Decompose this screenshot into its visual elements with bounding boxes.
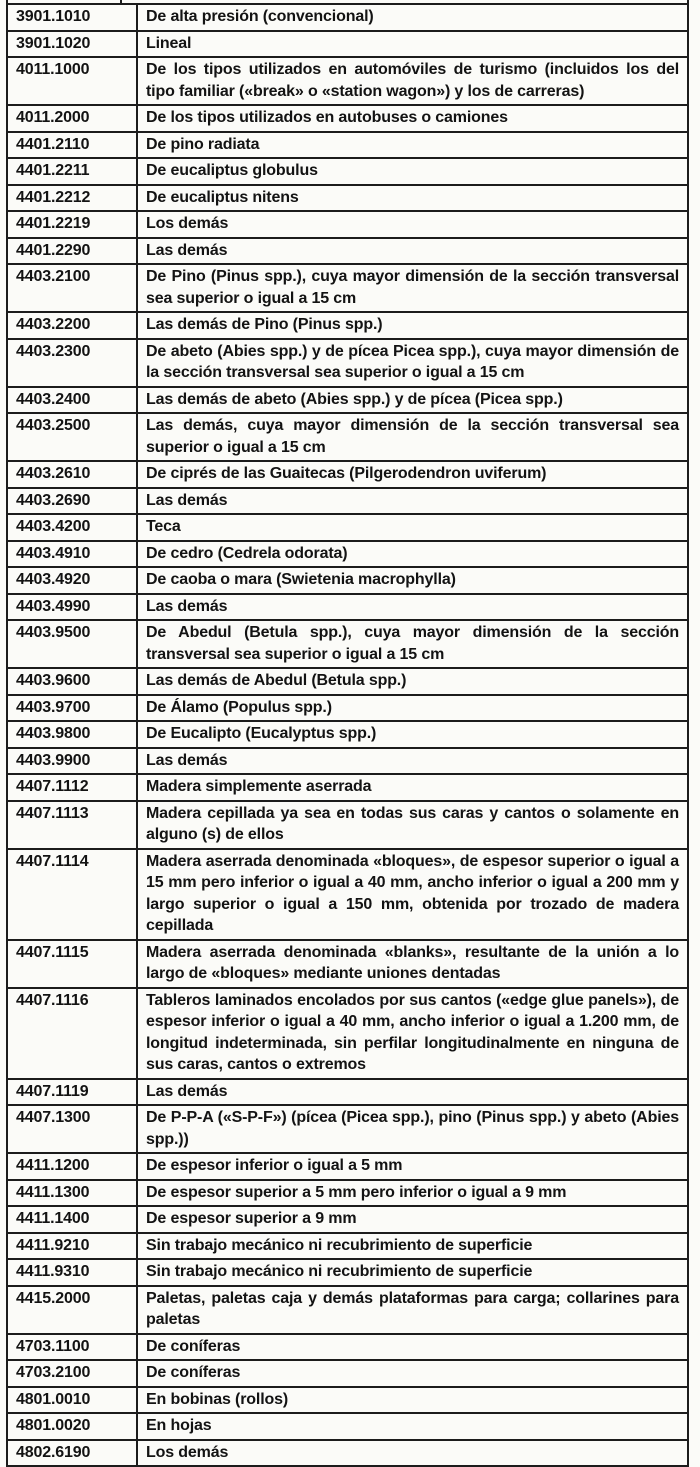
table-row — [7, 1206, 688, 1233]
description-cell: Las demás — [137, 748, 688, 775]
table-row — [7, 31, 688, 58]
code-cell: 4411.1300 — [7, 1180, 137, 1207]
code-cell: 4011.1000 — [7, 57, 137, 105]
tariff-table-body — [7, 4, 688, 1466]
code-cell: 4403.2100 — [7, 264, 137, 312]
table-row — [7, 594, 688, 621]
code-cell: 4411.9310 — [7, 1259, 137, 1286]
code-cell: 4403.4990 — [7, 594, 137, 621]
table-row — [7, 1079, 688, 1106]
table-row — [7, 339, 688, 387]
code-cell: 4407.1113 — [7, 801, 137, 849]
description-cell: Sin trabajo mecánico ni recubrimiento de superficie — [137, 1233, 688, 1260]
description-cell: Paletas, paletas caja y demás plataformas para carga; collarines para paletas — [137, 1286, 688, 1334]
table-row — [7, 488, 688, 515]
table-row — [7, 1360, 688, 1387]
code-cell: 4401.2110 — [7, 132, 137, 159]
description-cell: De Abedul (Betula spp.), cuya mayor dimensión de la sección transversal sea superior o igual a 15 cm — [137, 620, 688, 668]
description-cell: De espesor superior a 9 mm — [137, 1206, 688, 1233]
code-cell: 4407.1112 — [7, 774, 137, 801]
table-row — [7, 1387, 688, 1414]
description-cell: Las demás de Abedul (Betula spp.) — [137, 668, 688, 695]
table-row — [7, 4, 688, 31]
table-row — [7, 1440, 688, 1467]
description-cell: De espesor superior a 5 mm pero inferior o igual a 9 mm — [137, 1180, 688, 1207]
code-cell: 4011.2000 — [7, 105, 137, 132]
description-cell: Las demás — [137, 488, 688, 515]
description-cell: De Pino (Pinus spp.), cuya mayor dimensión de la sección transversal sea superior o igual a 15 cm — [137, 264, 688, 312]
description-cell: De cedro (Cedrela odorata) — [137, 541, 688, 568]
table-row — [7, 940, 688, 988]
table-row — [7, 541, 688, 568]
table-row — [7, 387, 688, 414]
code-cell: 4801.0020 — [7, 1413, 137, 1440]
code-cell: 4403.4200 — [7, 514, 137, 541]
code-cell: 4403.4910 — [7, 541, 137, 568]
description-cell: De Eucalipto (Eucalyptus spp.) — [137, 721, 688, 748]
description-cell: Las demás de abeto (Abies spp.) y de pícea (Picea spp.) — [137, 387, 688, 414]
code-cell: 4401.2219 — [7, 211, 137, 238]
code-cell: 4403.4920 — [7, 567, 137, 594]
description-cell: Tableros laminados encolados por sus cantos («edge glue panels»), de espesor inferior o igual a 40 mm, ancho inferior o igual a 1.200 mm, de longitud indeterminada, sin perfilar longitudinalmente en ninguna de sus caras, cantos o extremos — [137, 988, 688, 1079]
code-cell: 4703.2100 — [7, 1360, 137, 1387]
table-row — [7, 211, 688, 238]
table-row — [7, 1286, 688, 1334]
description-cell: De Álamo (Populus spp.) — [137, 695, 688, 722]
description-cell: De eucaliptus globulus — [137, 158, 688, 185]
description-cell: En hojas — [137, 1413, 688, 1440]
code-cell: 4403.9600 — [7, 668, 137, 695]
description-cell: De ciprés de las Guaitecas (Pilgerodendron uviferum) — [137, 461, 688, 488]
code-cell: 4403.9500 — [7, 620, 137, 668]
table-row — [7, 57, 688, 105]
code-cell: 4407.1116 — [7, 988, 137, 1079]
code-cell: 4403.2500 — [7, 413, 137, 461]
description-cell: De alta presión (convencional) — [137, 4, 688, 31]
table-row — [7, 1105, 688, 1153]
table-row — [7, 988, 688, 1079]
table-row — [7, 238, 688, 265]
table-row — [7, 105, 688, 132]
code-cell: 4403.2610 — [7, 461, 137, 488]
table-row — [7, 1153, 688, 1180]
code-cell: 4403.2200 — [7, 312, 137, 339]
description-cell: Las demás de Pino (Pinus spp.) — [137, 312, 688, 339]
description-cell: Las demás — [137, 1079, 688, 1106]
description-cell: Las demás, cuya mayor dimensión de la sección transversal sea superior o igual a 15 cm — [137, 413, 688, 461]
table-row — [7, 185, 688, 212]
code-cell: 4403.2400 — [7, 387, 137, 414]
table-row — [7, 461, 688, 488]
description-cell: En bobinas (rollos) — [137, 1387, 688, 1414]
code-cell: 4403.9700 — [7, 695, 137, 722]
table-row — [7, 668, 688, 695]
code-cell: 3901.1010 — [7, 4, 137, 31]
description-cell: De coníferas — [137, 1360, 688, 1387]
description-cell: De eucaliptus nitens — [137, 185, 688, 212]
description-cell: De P-P-A («S-P-F») (pícea (Picea spp.), pino (Pinus spp.) y abeto (Abies spp.)) — [137, 1105, 688, 1153]
description-cell: De los tipos utilizados en autobuses o camiones — [137, 105, 688, 132]
description-cell: Madera simplemente aserrada — [137, 774, 688, 801]
description-cell: De los tipos utilizados en automóviles de turismo (incluidos los del tipo familiar («break» o «station wagon») y los de carreras) — [137, 57, 688, 105]
description-cell: Madera aserrada denominada «bloques», de espesor superior o igual a 15 mm pero inferior o igual a 40 mm, ancho inferior o igual a 200 mm y largo superior o igual a 150 mm, obtenida por trozado de madera cepillada — [137, 849, 688, 940]
code-cell: 4401.2212 — [7, 185, 137, 212]
code-cell: 4411.9210 — [7, 1233, 137, 1260]
table-row — [7, 514, 688, 541]
table-row — [7, 801, 688, 849]
code-cell: 4407.1114 — [7, 849, 137, 940]
description-cell: De pino radiata — [137, 132, 688, 159]
description-cell: Sin trabajo mecánico ni recubrimiento de superficie — [137, 1259, 688, 1286]
table-row — [7, 1413, 688, 1440]
code-cell: 4407.1300 — [7, 1105, 137, 1153]
tariff-code-table — [6, 3, 689, 1467]
table-row — [7, 1233, 688, 1260]
table-row — [7, 620, 688, 668]
code-cell: 4801.0010 — [7, 1387, 137, 1414]
table-row — [7, 774, 688, 801]
code-cell: 4407.1115 — [7, 940, 137, 988]
description-cell: Los demás — [137, 1440, 688, 1467]
table-row — [7, 264, 688, 312]
description-cell: De abeto (Abies spp.) y de pícea Picea spp.), cuya mayor dimensión de la sección transversal sea superior o igual a 15 cm — [137, 339, 688, 387]
table-row — [7, 721, 688, 748]
table-row — [7, 132, 688, 159]
code-cell: 3901.1020 — [7, 31, 137, 58]
code-cell: 4401.2290 — [7, 238, 137, 265]
description-cell: Madera cepillada ya sea en todas sus caras y cantos o solamente en alguno (s) de ellos — [137, 801, 688, 849]
code-cell: 4401.2211 — [7, 158, 137, 185]
table-row — [7, 312, 688, 339]
description-cell: De coníferas — [137, 1334, 688, 1361]
description-cell: Lineal — [137, 31, 688, 58]
code-cell: 4411.1400 — [7, 1206, 137, 1233]
description-cell: Las demás — [137, 594, 688, 621]
code-cell: 4403.2690 — [7, 488, 137, 515]
table-row — [7, 158, 688, 185]
table-row — [7, 748, 688, 775]
table-row — [7, 1180, 688, 1207]
description-cell: Teca — [137, 514, 688, 541]
table-row — [7, 1334, 688, 1361]
description-cell: Madera aserrada denominada «blanks», resultante de la unión a lo largo de «bloques» mediante uniones dentadas — [137, 940, 688, 988]
table-row — [7, 567, 688, 594]
table-row — [7, 413, 688, 461]
table-row — [7, 849, 688, 940]
description-cell: Los demás — [137, 211, 688, 238]
code-cell: 4403.9800 — [7, 721, 137, 748]
description-cell: De caoba o mara (Swietenia macrophylla) — [137, 567, 688, 594]
code-cell: 4802.6190 — [7, 1440, 137, 1467]
code-cell: 4415.2000 — [7, 1286, 137, 1334]
code-cell: 4403.9900 — [7, 748, 137, 775]
description-cell: De espesor inferior o igual a 5 mm — [137, 1153, 688, 1180]
description-cell: Las demás — [137, 238, 688, 265]
code-cell: 4703.1100 — [7, 1334, 137, 1361]
table-row — [7, 695, 688, 722]
code-cell: 4411.1200 — [7, 1153, 137, 1180]
table-row — [7, 1259, 688, 1286]
code-cell: 4403.2300 — [7, 339, 137, 387]
code-cell: 4407.1119 — [7, 1079, 137, 1106]
